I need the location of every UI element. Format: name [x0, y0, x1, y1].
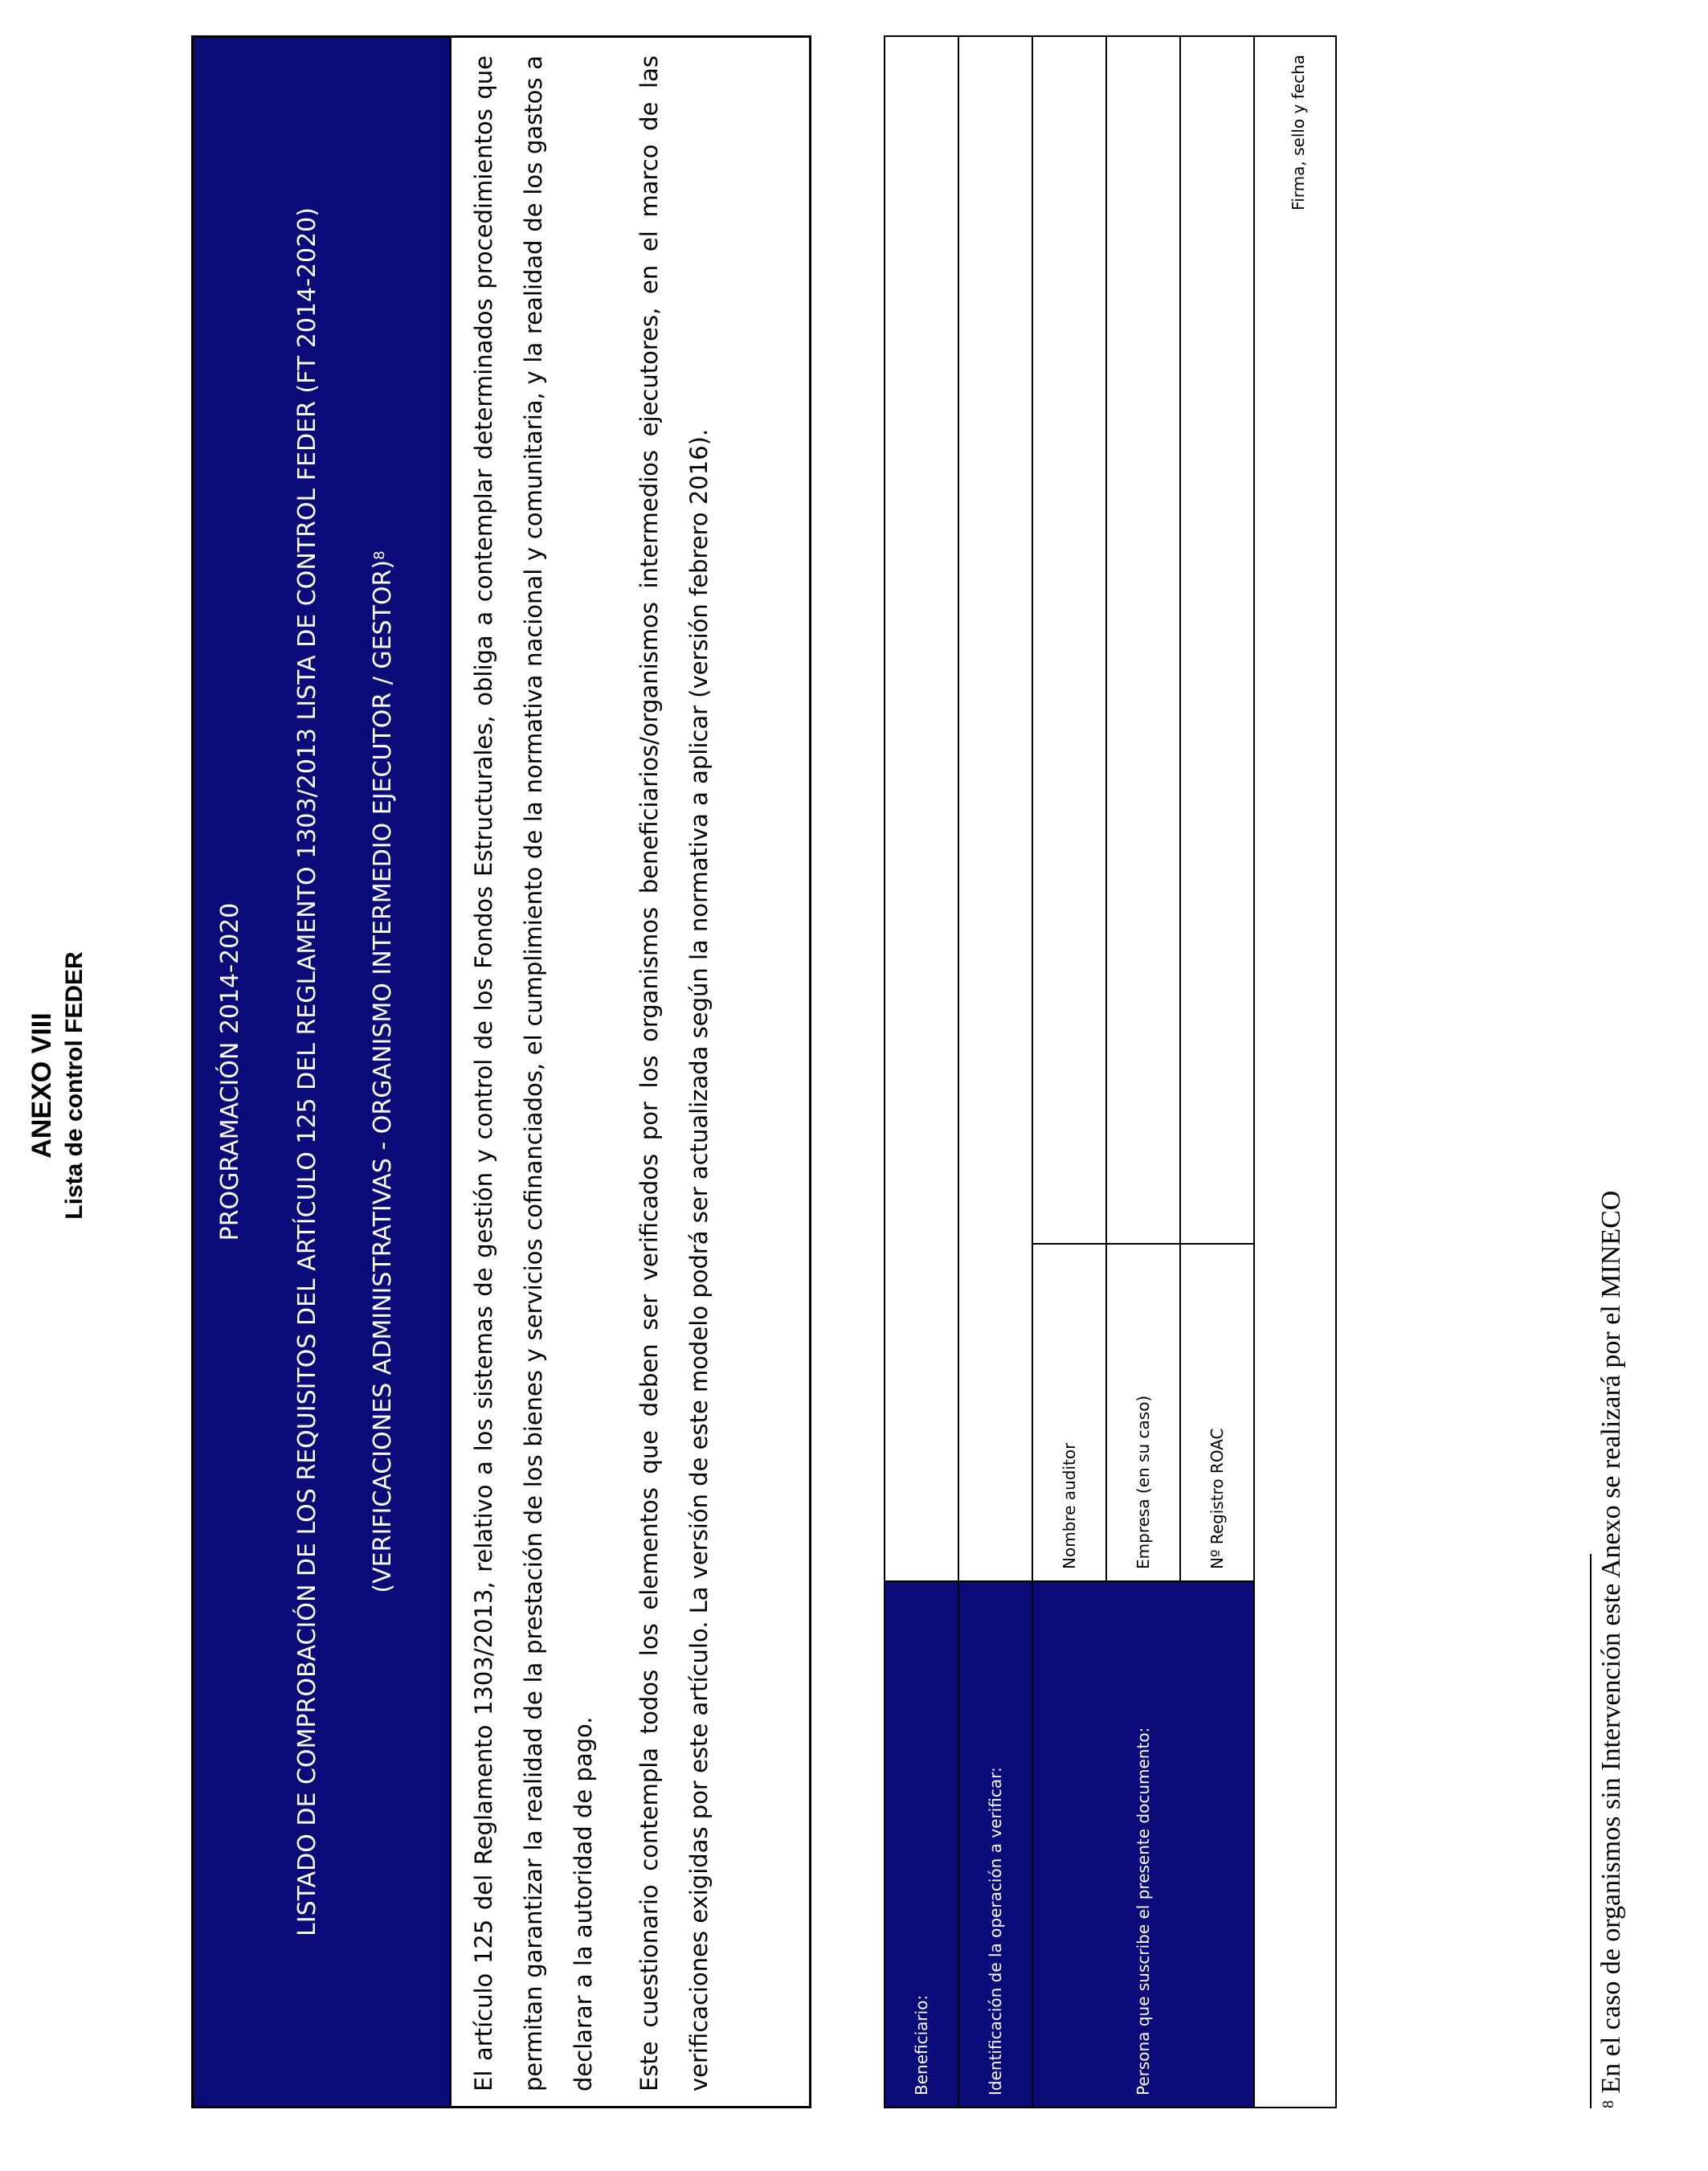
signature-field[interactable]: [1254, 36, 1336, 2108]
annex-title: ANEXO VIII: [27, 1012, 57, 1159]
footnote-reference: 8: [371, 550, 388, 560]
form-row-operation: [958, 36, 1032, 2108]
beneficiary-field[interactable]: [885, 36, 958, 1581]
footnote-mark: 8: [1600, 2100, 1617, 2108]
roac-field[interactable]: [1180, 36, 1254, 1244]
auditor-name-field[interactable]: [1032, 36, 1106, 1244]
form-row-auditor: [1032, 36, 1106, 2108]
company-field[interactable]: [1106, 36, 1180, 1244]
intro-body: [459, 55, 803, 2091]
intro-paragraph-1: El artículo 125 del Reglamento 1303/2013, relativo a los sistemas de gestión y control de los Fondos Estructurales, obliga a contemplar determinados procedimientos que permitan garantizar la realidad de la prestación de los bienes y servicios cofinanciados, el cumplimiento de la normativa nacional y comunitaria, y la realidad de los gastos a declarar a la autoridad de pago.: [470, 55, 597, 2091]
footnote: [1594, 1191, 1629, 2108]
intro-box: [191, 35, 811, 2108]
footnote-text: En el caso de organismos sin Intervención este Anexo se realizará por el MINECO: [1596, 1190, 1626, 2094]
form-row-beneficiary: [885, 36, 958, 2108]
signer-label: Persona que suscribe el presente documento:: [1032, 1581, 1254, 2108]
intro-header: [194, 38, 452, 2106]
footnote-separator: [1590, 1554, 1592, 2108]
intro-paragraph-2: Este cuestionario contempla todos los elementos que deben ser verificados por los organismos beneficiarios/organismos intermedios ejecutores, en el marco de las verificaciones exigidas por este artículo. La versión de este modelo podrá ser actualizada según la normativa a aplicar (versión febrero 2016).: [635, 55, 713, 2091]
operation-label: Identificación de la operación a verificar:: [958, 1581, 1032, 2108]
roac-label: Nº Registro ROAC: [1180, 1244, 1254, 1581]
operation-field[interactable]: [958, 36, 1032, 1581]
program-title: PROGRAMACIÓN 2014-2020: [216, 902, 244, 1241]
form-row-signature: [1254, 36, 1336, 2108]
auditor-name-label: Nombre auditor: [1032, 1244, 1106, 1581]
verifications-title: (VERIFICACIONES ADMINISTRATIVAS - ORGANISMO INTERMEDIO EJECUTOR / GESTOR): [369, 559, 397, 1593]
verification-form: [884, 35, 1337, 2108]
annex-subtitle: Lista de control FEDER: [61, 951, 88, 1220]
verifications-title-line: [368, 38, 398, 2106]
company-label: Empresa (en su caso): [1106, 1244, 1180, 1581]
signature-label: Firma, sello y fecha: [1289, 55, 1308, 211]
beneficiary-label: Beneficiario:: [885, 1581, 958, 2108]
listing-title: LISTADO DE COMPROBACIÓN DE LOS REQUISITOS DEL ARTÍCULO 125 DEL REGLAMENTO 1303/2013 LISTA DE CONTROL FEDER (FT 2014-2020): [293, 207, 321, 1936]
